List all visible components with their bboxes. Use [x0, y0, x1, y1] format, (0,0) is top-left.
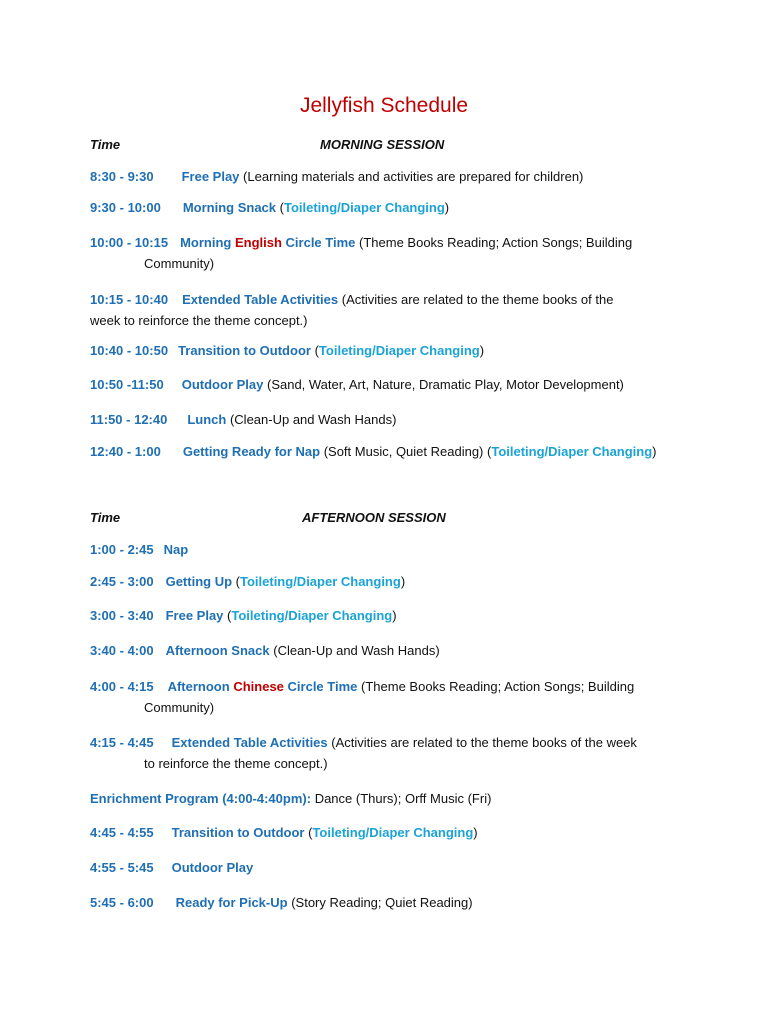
schedule-row — [90, 167, 690, 187]
activity-name: Morning Snack — [182, 200, 277, 215]
activity-name: Free Play — [165, 608, 224, 623]
language-label: English — [234, 235, 282, 250]
activity-name: Outdoor Play — [171, 860, 254, 875]
schedule-row — [90, 540, 690, 560]
toileting-note: Toileting/Diaper Changing — [318, 343, 480, 358]
toileting-note: Toileting/Diaper Changing — [240, 574, 401, 589]
morning-time-header: Time — [90, 137, 121, 152]
time-range: 3:00 - 3:40 — [90, 608, 154, 623]
activity-desc: (Story Reading; Quiet Reading) — [291, 895, 473, 910]
activity-name: Transition to Outdoor — [178, 343, 311, 358]
activity-desc-cont: Community) — [144, 700, 215, 715]
enrichment-label: Enrichment Program (4:00-4:40pm): — [90, 791, 312, 806]
page-title: Jellyfish Schedule — [299, 94, 469, 117]
morning-session-header: MORNING SESSION — [320, 137, 445, 152]
schedule-row — [90, 858, 690, 878]
language-label: Chinese — [233, 679, 284, 694]
time-range: 4:00 - 4:15 — [90, 679, 154, 694]
toileting-note: Toileting/Diaper Changing — [231, 608, 393, 623]
activity-name-cont: Circle Time — [287, 679, 358, 694]
activity-name: Afternoon — [167, 679, 230, 694]
time-range: 8:30 - 9:30 — [90, 169, 154, 184]
activity-desc-cont: week to reinforce the theme concept.) — [90, 313, 308, 328]
time-range: 10:50 -11:50 — [90, 377, 164, 392]
activity-name: Outdoor Play — [181, 377, 264, 392]
schedule-row — [90, 232, 690, 274]
time-range: 4:45 - 4:55 — [90, 825, 154, 840]
activity-name: Getting Ready for Nap — [182, 444, 321, 459]
schedule-row — [90, 732, 690, 774]
schedule-row — [90, 641, 690, 661]
time-range: 5:45 - 6:00 — [90, 895, 154, 910]
activity-name: Free Play — [181, 169, 240, 184]
time-range: 2:45 - 3:00 — [90, 574, 154, 589]
activity-name: Extended Table Activities — [182, 292, 339, 307]
activity-name: Nap — [163, 542, 189, 557]
activity-name: Afternoon Snack — [165, 643, 270, 658]
afternoon-session-header: AFTERNOON SESSION — [302, 510, 446, 525]
activity-name: Ready for Pick-Up — [175, 895, 288, 910]
time-range: 10:40 - 10:50 — [90, 343, 169, 358]
activity-desc-cont: Community) — [144, 256, 215, 271]
time-range: 3:40 - 4:00 — [90, 643, 154, 658]
activity-name: Transition to Outdoor — [171, 825, 305, 840]
afternoon-time-header: Time — [90, 510, 121, 525]
activity-desc: (Activities are related to the theme books of the week — [331, 735, 637, 750]
time-range: 4:55 - 5:45 — [90, 860, 154, 875]
activity-desc: (Soft Music, Quiet Reading) — [323, 444, 484, 459]
activity-name: Morning — [180, 235, 232, 250]
schedule-row: 3:00 - 3:40 Free Play (Toileting/Diaper Changing) — [90, 608, 397, 623]
schedule-row: 2:45 - 3:00 Getting Up (Toileting/Diaper Changing) — [90, 574, 406, 589]
activity-desc: (Theme Books Reading; Action Songs; Building — [359, 235, 633, 250]
time-range: 12:40 - 1:00 — [90, 444, 161, 459]
activity-desc: (Theme Books Reading; Action Songs; Building — [361, 679, 635, 694]
schedule-row: 10:40 - 10:50 Transition to Outdoor (Toileting/Diaper Changing) — [90, 343, 485, 358]
time-range: 4:15 - 4:45 — [90, 735, 154, 750]
schedule-row — [90, 289, 690, 331]
activity-desc: (Clean-Up and Wash Hands) — [273, 643, 440, 658]
schedule-row — [90, 893, 690, 913]
schedule-row — [90, 375, 690, 395]
time-range: 1:00 - 2:45 — [90, 542, 154, 557]
activity-desc: (Sand, Water, Art, Nature, Dramatic Play, Motor Development) — [266, 377, 624, 392]
time-range: 9:30 - 10:00 — [90, 200, 161, 215]
activity-name: Extended Table Activities — [171, 735, 328, 750]
schedule-row: 4:45 - 4:55 Transition to Outdoor (Toileting/Diaper Changing) — [90, 825, 478, 840]
time-range: 10:15 - 10:40 — [90, 292, 169, 307]
activity-name-cont: Circle Time — [285, 235, 356, 250]
activity-desc: (Learning materials and activities are prepared for children) — [243, 169, 584, 184]
activity-desc: (Activities are related to the theme books of the — [341, 292, 614, 307]
time-range: 11:50 - 12:40 — [90, 412, 168, 427]
schedule-row: 12:40 - 1:00 Getting Ready for Nap (Soft Music, Quiet Reading) (Toileting/Diaper Changing) — [90, 444, 657, 459]
activity-desc-cont: to reinforce the theme concept.) — [144, 756, 328, 771]
schedule-row: 9:30 - 10:00 Morning Snack (Toileting/Diaper Changing) — [90, 200, 450, 215]
activity-name: Getting Up — [165, 574, 233, 589]
activity-name: Lunch — [187, 412, 227, 427]
activity-desc: (Clean-Up and Wash Hands) — [229, 412, 397, 427]
toileting-note: Toileting/Diaper Changing — [491, 444, 653, 459]
toileting-note: Toileting/Diaper Changing — [283, 200, 445, 215]
toileting-note: Toileting/Diaper Changing — [312, 825, 474, 840]
schedule-row — [90, 789, 690, 809]
schedule-row — [90, 676, 690, 718]
activity-desc: Dance (Thurs); Orff Music (Fri) — [314, 791, 492, 806]
time-range: 10:00 - 10:15 — [90, 235, 169, 250]
schedule-row — [90, 410, 690, 430]
